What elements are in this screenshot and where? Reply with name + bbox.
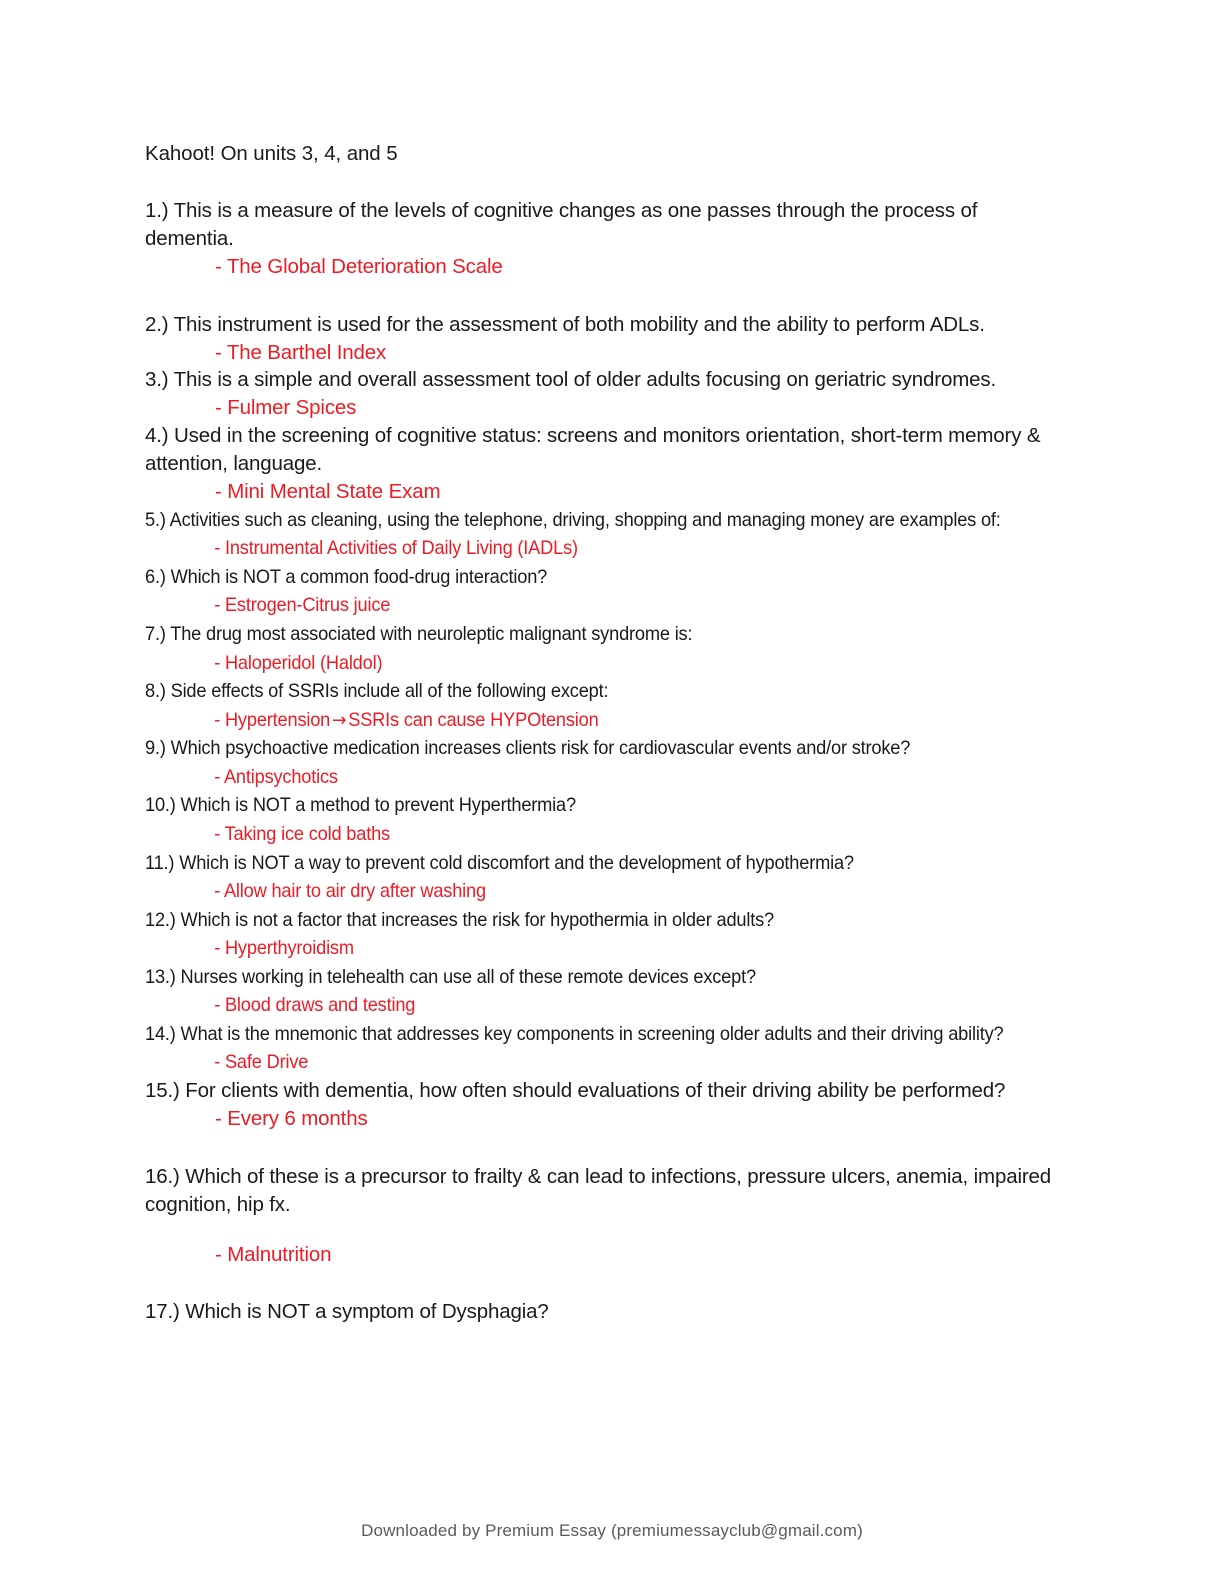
qa-item-2 (145, 311, 1070, 367)
answer-text-9: - Antipsychotics (214, 765, 338, 788)
qa-item-10 (145, 791, 1070, 848)
qa-item-15 (145, 1077, 1070, 1133)
question-text-1: 1.) This is a measure of the levels of cognitive changes as one passes through the process of dementia. (145, 199, 978, 250)
answer-text-6: - Estrogen-Citrus juice (214, 594, 391, 617)
answer-text-16: - Malnutrition (215, 1242, 332, 1266)
question-text-13: 13.) Nurses working in telehealth can use all of these remote devices except? (145, 965, 756, 988)
spacer (145, 1133, 1070, 1163)
question-text-3: 3.) This is a simple and overall assessment tool of older adults focusing on geriatric syndromes. (145, 368, 997, 392)
question-text-9: 9.) Which psychoactive medication increases clients risk for cardiovascular events and/or stroke? (145, 737, 911, 760)
qa-item-8 (145, 677, 1070, 734)
question-text-16: 16.) Which of these is a precursor to frailty & can lead to infections, pressure ulcers, anemia, impaired cognition, hip fx. (145, 1164, 1052, 1216)
question-text-5: 5.) Activities such as cleaning, using the telephone, driving, shopping and managing money are examples of: (145, 508, 1001, 531)
question-text-8: 8.) Side effects of SSRIs include all of the following except: (145, 680, 609, 703)
answer-text-12: - Hyperthyroidism (214, 937, 354, 960)
right-arrow-icon: → (332, 709, 347, 731)
question-text-15: 15.) For clients with dementia, how often should evaluations of their driving ability be performed? (145, 1079, 1006, 1103)
answer-suffix-8: SSRIs can cause HYPOtension (348, 708, 599, 731)
answer-text-5: - Instrumental Activities of Daily Living (IADLs) (214, 537, 578, 560)
question-text-4: 4.) Used in the screening of cognitive status: screens and monitors orientation, short-term memory & attention, language. (145, 424, 1041, 476)
question-text-2: 2.) This instrument is used for the assessment of both mobility and the ability to perform ADLs. (145, 312, 985, 336)
question-text-7: 7.) The drug most associated with neuroleptic malignant syndrome is: (145, 623, 693, 646)
qa-item-6 (145, 563, 1070, 620)
spacer (145, 167, 1070, 197)
spacer (145, 281, 1070, 311)
question-text-6: 6.) Which is NOT a common food-drug interaction? (145, 565, 548, 588)
question-text-11: 11.) Which is NOT a way to prevent cold discomfort and the development of hypothermia? (145, 851, 854, 874)
answer-prefix-8: - Hypertension (214, 708, 331, 731)
answer-text-1: - The Global Deterioration Scale (215, 254, 503, 278)
qa-item-7 (145, 620, 1070, 677)
document-body (145, 140, 1070, 1326)
question-text-10: 10.) Which is NOT a method to prevent Hyperthermia? (145, 794, 576, 817)
qa-item-14 (145, 1020, 1070, 1077)
qa-item-12 (145, 906, 1070, 963)
spacer (145, 1219, 1070, 1241)
answer-text-4: - Mini Mental State Exam (215, 479, 441, 503)
qa-item-17 (145, 1298, 1070, 1326)
answer-text-11: - Allow hair to air dry after washing (214, 880, 486, 903)
spacer (145, 1268, 1070, 1298)
qa-item-5 (145, 506, 1070, 563)
qa-item-16 (145, 1163, 1070, 1269)
footer-watermark: Downloaded by Premium Essay (premiumessayclub@gmail.com) (361, 1521, 863, 1540)
answer-text-3: - Fulmer Spices (215, 396, 357, 420)
answer-text-14: - Safe Drive (214, 1051, 309, 1074)
answer-text-8 (145, 706, 1140, 735)
page-title: Kahoot! On units 3, 4, and 5 (145, 142, 398, 165)
question-text-14: 14.) What is the mnemonic that addresses key components in screening older adults and their driving ability? (145, 1022, 1004, 1045)
qa-item-4 (145, 422, 1070, 506)
answer-text-15: - Every 6 months (215, 1106, 368, 1130)
qa-item-9 (145, 734, 1070, 791)
qa-item-13 (145, 963, 1070, 1020)
answer-text-13: - Blood draws and testing (214, 994, 416, 1017)
qa-item-11 (145, 849, 1070, 906)
answer-text-2: - The Barthel Index (215, 340, 387, 364)
question-text-12: 12.) Which is not a factor that increases the risk for hypothermia in older adults? (145, 908, 775, 931)
qa-item-1 (145, 197, 1070, 281)
answer-text-10: - Taking ice cold baths (214, 822, 390, 845)
qa-item-3 (145, 366, 1070, 422)
question-text-17: 17.) Which is NOT a symptom of Dysphagia? (145, 1300, 549, 1324)
answer-text-7: - Haloperidol (Haldol) (214, 651, 383, 674)
